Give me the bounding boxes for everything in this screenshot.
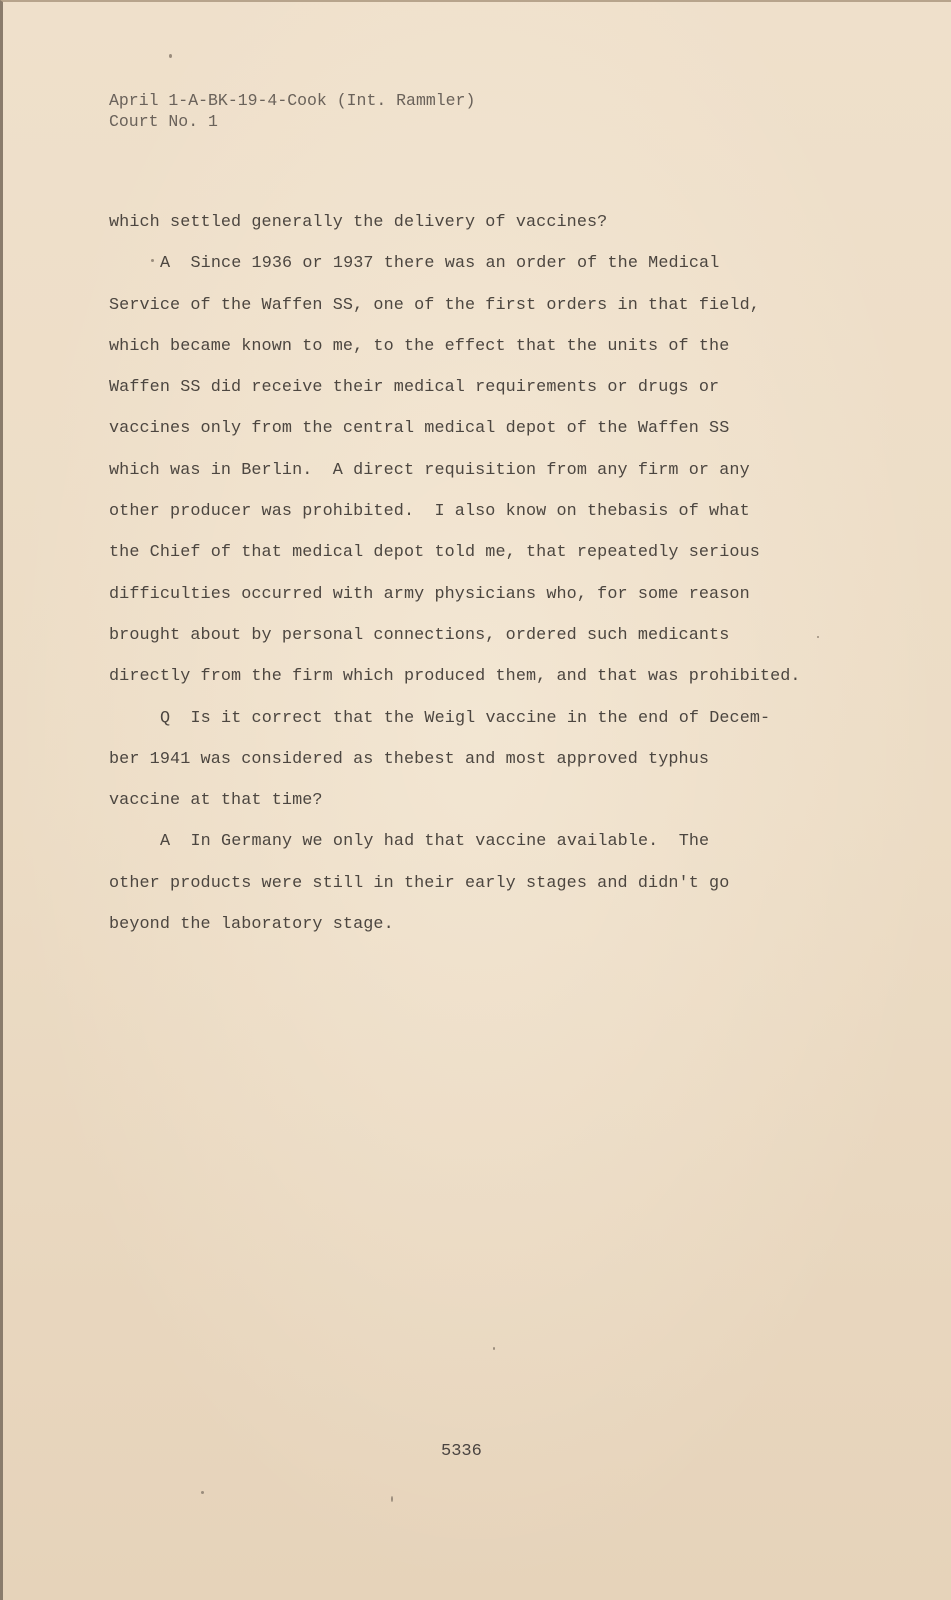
paper-speck <box>201 1491 204 1494</box>
paper-speck <box>391 1496 393 1502</box>
text-line: which settled generally the delivery of vaccines? <box>109 213 608 232</box>
testimony-text <box>109 210 809 953</box>
text-line: vaccine at that time? <box>109 791 323 811</box>
text-line: A Since 1936 or 1937 there was an order of the Medical <box>160 254 720 274</box>
text-line: which was in Berlin. A direct requisition from any firm or any <box>109 460 750 480</box>
text-line: other producer was prohibited. I also know on thebasis of what <box>109 502 750 522</box>
paper-speck <box>169 54 172 58</box>
text-line: which became known to me, to the effect that the units of the <box>109 336 730 356</box>
paper-speck <box>493 1347 495 1350</box>
text-line: brought about by personal connections, ordered such medicants <box>109 625 730 645</box>
text-line: Q Is it correct that the Weigl vaccine in the end of Decem- <box>160 708 771 728</box>
page-number: 5336 <box>441 1442 482 1461</box>
document-header <box>109 90 475 132</box>
text-line: Service of the Waffen SS, one of the first orders in that field, <box>109 295 760 315</box>
header-court-number: Court No. 1 <box>109 112 218 131</box>
text-line: A In Germany we only had that vaccine available. The <box>160 832 710 852</box>
text-line: ber 1941 was considered as thebest and most approved typhus <box>109 749 710 769</box>
text-line: beyond the laboratory stage. <box>109 915 394 935</box>
text-line: directly from the firm which produced them, and that was prohibited. <box>109 667 801 687</box>
text-line: Waffen SS did receive their medical requirements or drugs or <box>109 378 720 398</box>
paper-speck <box>817 636 819 638</box>
text-line: vaccines only from the central medical depot of the Waffen SS <box>109 419 730 439</box>
header-case-reference: April 1-A-BK-19-4-Cook (Int. Rammler) <box>109 91 476 110</box>
text-line: difficulties occurred with army physicians who, for some reason <box>109 584 750 604</box>
paper-speck <box>151 259 154 262</box>
text-line: other products were still in their early stages and didn't go <box>109 873 730 893</box>
text-line: the Chief of that medical depot told me, that repeatedly serious <box>109 543 760 563</box>
